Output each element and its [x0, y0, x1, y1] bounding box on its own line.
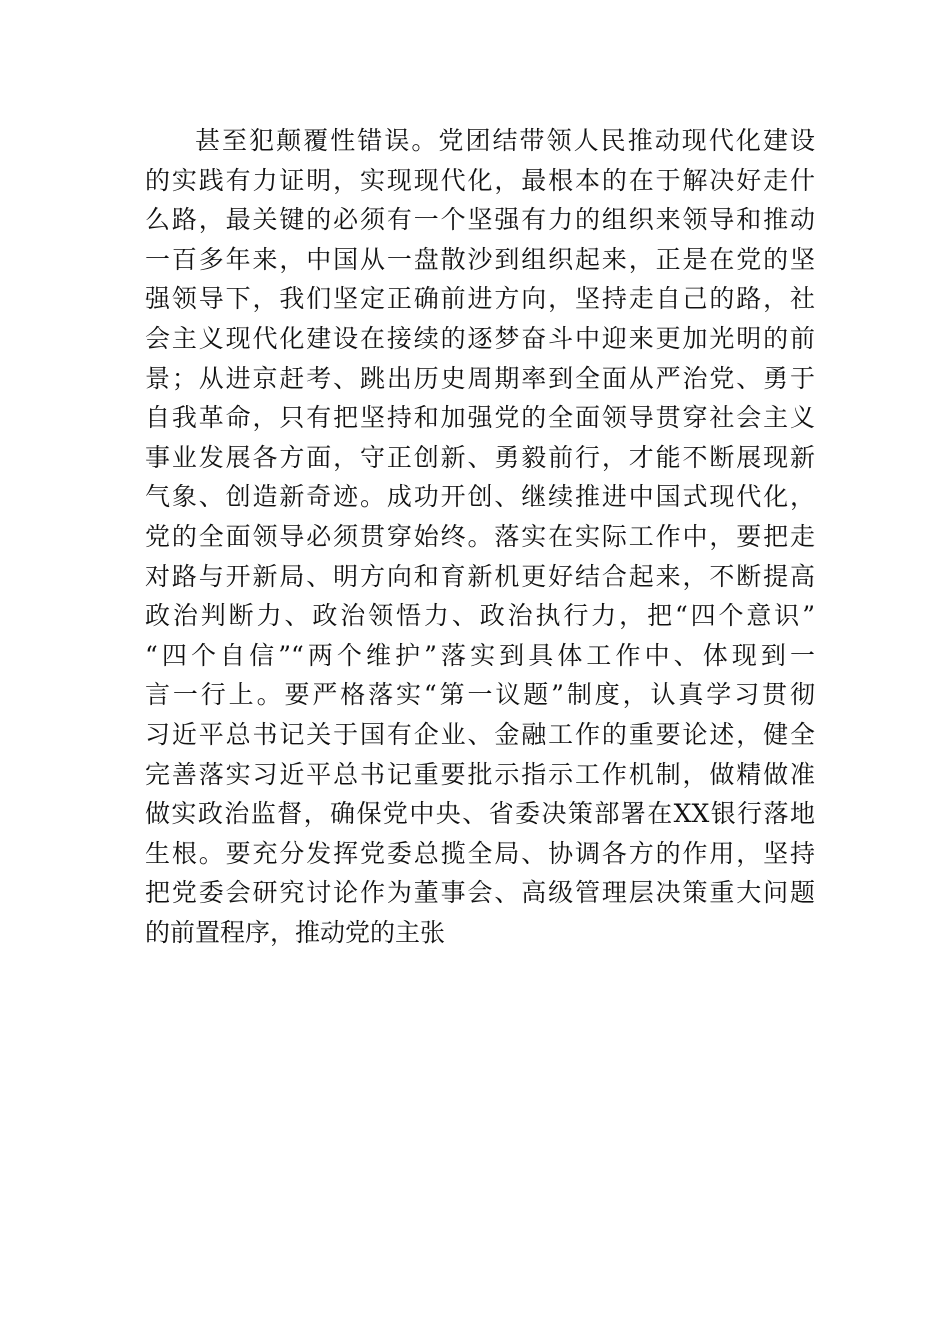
text-line: 把党委会研究讨论作为董事会、高级管理层决策重大问题: [145, 878, 815, 908]
text-line: 自我革命，只有把坚持和加强党的全面领导贯穿社会主义: [145, 403, 815, 433]
text-line: 一百多年来，中国从一盘散沙到组织起来，正是在党的坚: [145, 244, 815, 274]
text-line: 事业发展各方面，守正创新、勇毅前行，才能不断展现新: [145, 442, 815, 472]
text-line: 完善落实习近平总书记重要批示指示工作机制，做精做准: [145, 759, 815, 789]
text-line: 习近平总书记关于国有企业、金融工作的重要论述，健全: [145, 719, 815, 749]
text-line: 生根。要充分发挥党委总揽全局、协调各方的作用，坚持: [145, 838, 815, 868]
text-line: 气象、创造新奇迹。成功开创、继续推进中国式现代化，: [145, 482, 815, 512]
text-line: 的前置程序，推动党的主张: [145, 917, 446, 947]
text-line: 的实践有力证明，实现现代化，最根本的在于解决好走什: [145, 165, 815, 195]
text-line: “四个自信”“两个维护”落实到具体工作中、体现到一: [145, 640, 815, 670]
body-paragraph: [145, 121, 815, 952]
text-line: 强领导下，我们坚定正确前进方向，坚持走自己的路，社: [145, 284, 815, 314]
text-line: 言一行上。要严格落实“第一议题”制度，认真学习贯彻: [145, 680, 815, 710]
text-line: 景；从进京赶考、跳出历史周期率到全面从严治党、勇于: [145, 363, 815, 393]
text-line: 做实政治监督，确保党中央、省委决策部署在XX银行落地: [145, 799, 815, 829]
text-line: 党的全面领导必须贯穿始终。落实在实际工作中，要把走: [145, 521, 815, 551]
text-line: 对路与开新局、明方向和育新机更好结合起来，不断提高: [145, 561, 815, 591]
text-line: 么路，最关键的必须有一个坚强有力的组织来领导和推动: [145, 205, 815, 235]
text-line: 甚至犯颠覆性错误。党团结带领人民推动现代化建设: [195, 126, 815, 155]
text-line: 会主义现代化建设在接续的逐梦奋斗中迎来更加光明的前: [145, 323, 815, 353]
text-line: 政治判断力、政治领悟力、政治执行力，把“四个意识”: [145, 601, 815, 631]
